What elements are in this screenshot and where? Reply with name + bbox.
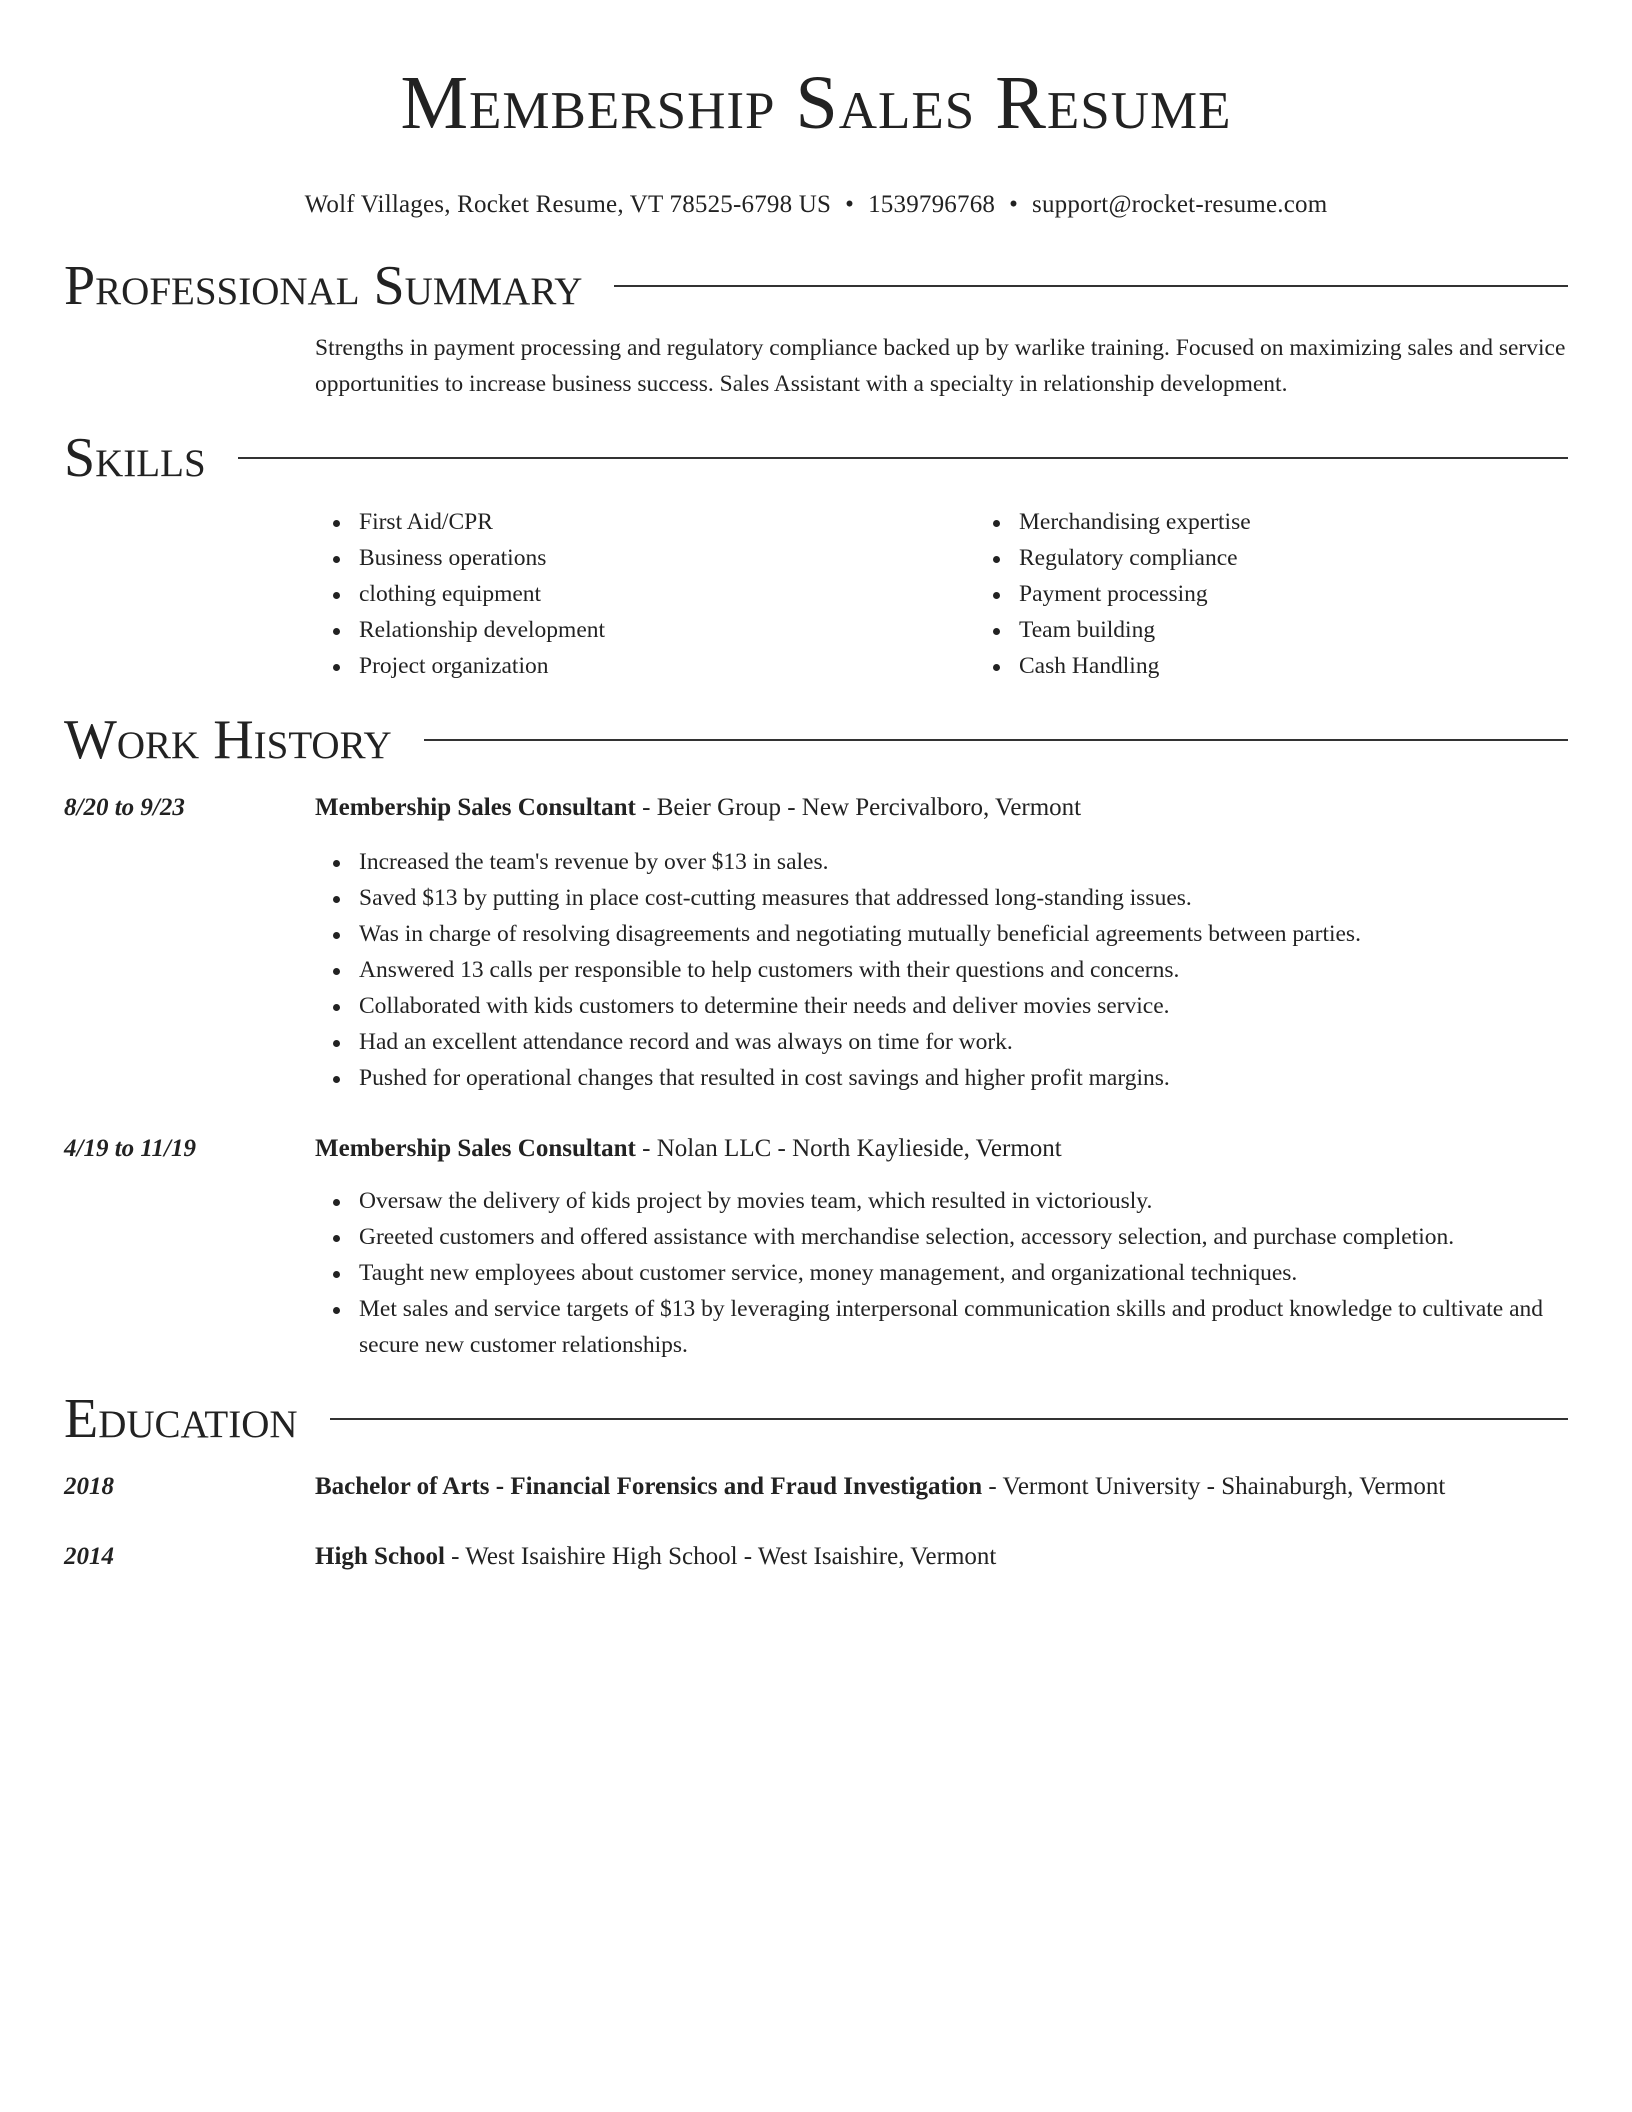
education-entry [64, 1539, 1568, 1575]
job-bullets [315, 1183, 1568, 1363]
education-entry [64, 1469, 1568, 1505]
job-title: Membership Sales Consultant [315, 794, 636, 821]
section-divider [330, 1418, 1568, 1420]
skill-item: Regulatory compliance [1019, 540, 1632, 576]
resume-title: Membership Sales Resume [400, 61, 1232, 145]
education-year: 2014 [64, 1543, 114, 1570]
skills-list-left [315, 504, 975, 684]
education-degree: High School [315, 1543, 445, 1570]
skill-item: First Aid/CPR [359, 504, 975, 540]
education-line [315, 1469, 1568, 1505]
section-divider [614, 285, 1568, 287]
job-bullet: Had an excellent attendance record and was always on time for work. [359, 1024, 1568, 1060]
education-degree: Bachelor of Arts - Financial Forensics and Fraud Investigation [315, 1473, 983, 1500]
job-title: Membership Sales Consultant [315, 1135, 636, 1162]
job-bullet: Pushed for operational changes that resulted in cost savings and higher profit margins. [359, 1060, 1568, 1096]
job-bullet: Increased the team's revenue by over $13 in sales. [359, 844, 1568, 880]
skills-list-right [975, 504, 1632, 684]
job-entry [64, 1131, 1568, 1363]
job-title-line [315, 790, 1568, 826]
summary-text: Strengths in payment processing and regulatory compliance backed up by warlike training. Focused on maximizing sales and service opportunities to increase business success. Sales Assistant with a specialty in relationship development. [315, 335, 1566, 397]
skills-left-spacer [64, 504, 315, 684]
contact-separator: • [845, 191, 855, 218]
contact-phone: 1539796768 [868, 191, 996, 218]
skill-item: Business operations [359, 540, 975, 576]
education-details: - West Isaishire High School - West Isaishire, Vermont [444, 1543, 997, 1570]
skills-heading: Skills [64, 427, 206, 489]
contact-line [64, 190, 1568, 220]
work-section-heading [64, 710, 1568, 770]
job-bullet: Greeted customers and offered assistance with merchandise selection, accessory selection, and purchase completion. [359, 1219, 1568, 1255]
job-bullet: Answered 13 calls per responsible to help customers with their questions and concerns. [359, 952, 1568, 988]
summary-row [64, 330, 1568, 402]
work-heading: Work History [64, 709, 392, 771]
skill-item: Cash Handling [1019, 648, 1632, 684]
resume-page [64, 0, 1568, 1575]
contact-separator: • [1009, 191, 1019, 218]
skill-item: Team building [1019, 612, 1632, 648]
contact-email: support@rocket-resume.com [1032, 191, 1328, 218]
job-title-line [315, 1131, 1568, 1167]
summary-left-spacer [64, 330, 315, 402]
education-details: - Vermont University - Shainaburgh, Vermont [982, 1473, 1446, 1500]
skill-item: Payment processing [1019, 576, 1632, 612]
education-section-heading [64, 1389, 1568, 1449]
education-year: 2018 [64, 1473, 114, 1500]
skill-item: clothing equipment [359, 576, 975, 612]
skills-section-heading [64, 428, 1568, 488]
skills-grid [315, 504, 1632, 684]
job-details: - Beier Group - New Percivalboro, Vermont [635, 794, 1082, 821]
education-line [315, 1539, 1568, 1575]
skill-item: Project organization [359, 648, 975, 684]
summary-section-heading [64, 256, 1568, 316]
section-divider [424, 739, 1568, 741]
job-bullets [315, 844, 1568, 1096]
job-dates: 8/20 to 9/23 [64, 794, 185, 821]
job-bullet: Met sales and service targets of $13 by leveraging interpersonal communication skills and product knowledge to cultivate and secure new customer relationships. [359, 1291, 1568, 1363]
section-divider [238, 457, 1568, 459]
skill-item: Relationship development [359, 612, 975, 648]
job-dates: 4/19 to 11/19 [64, 1135, 196, 1162]
job-bullet: Collaborated with kids customers to determine their needs and deliver movies service. [359, 988, 1568, 1024]
job-bullet: Taught new employees about customer service, money management, and organizational techniques. [359, 1255, 1568, 1291]
job-bullet: Was in charge of resolving disagreements and negotiating mutually beneficial agreements between parties. [359, 916, 1568, 952]
skill-item: Merchandising expertise [1019, 504, 1632, 540]
job-entry [64, 790, 1568, 1096]
summary-heading: Professional Summary [64, 255, 583, 317]
job-bullet: Oversaw the delivery of kids project by movies team, which resulted in victoriously. [359, 1183, 1568, 1219]
job-details: - Nolan LLC - North Kaylieside, Vermont [635, 1135, 1062, 1162]
contact-address: Wolf Villages, Rocket Resume, VT 78525-6798 US [304, 191, 832, 218]
skills-row [64, 504, 1568, 684]
education-heading: Education [64, 1388, 298, 1450]
job-bullet: Saved $13 by putting in place cost-cutting measures that addressed long-standing issues. [359, 880, 1568, 916]
